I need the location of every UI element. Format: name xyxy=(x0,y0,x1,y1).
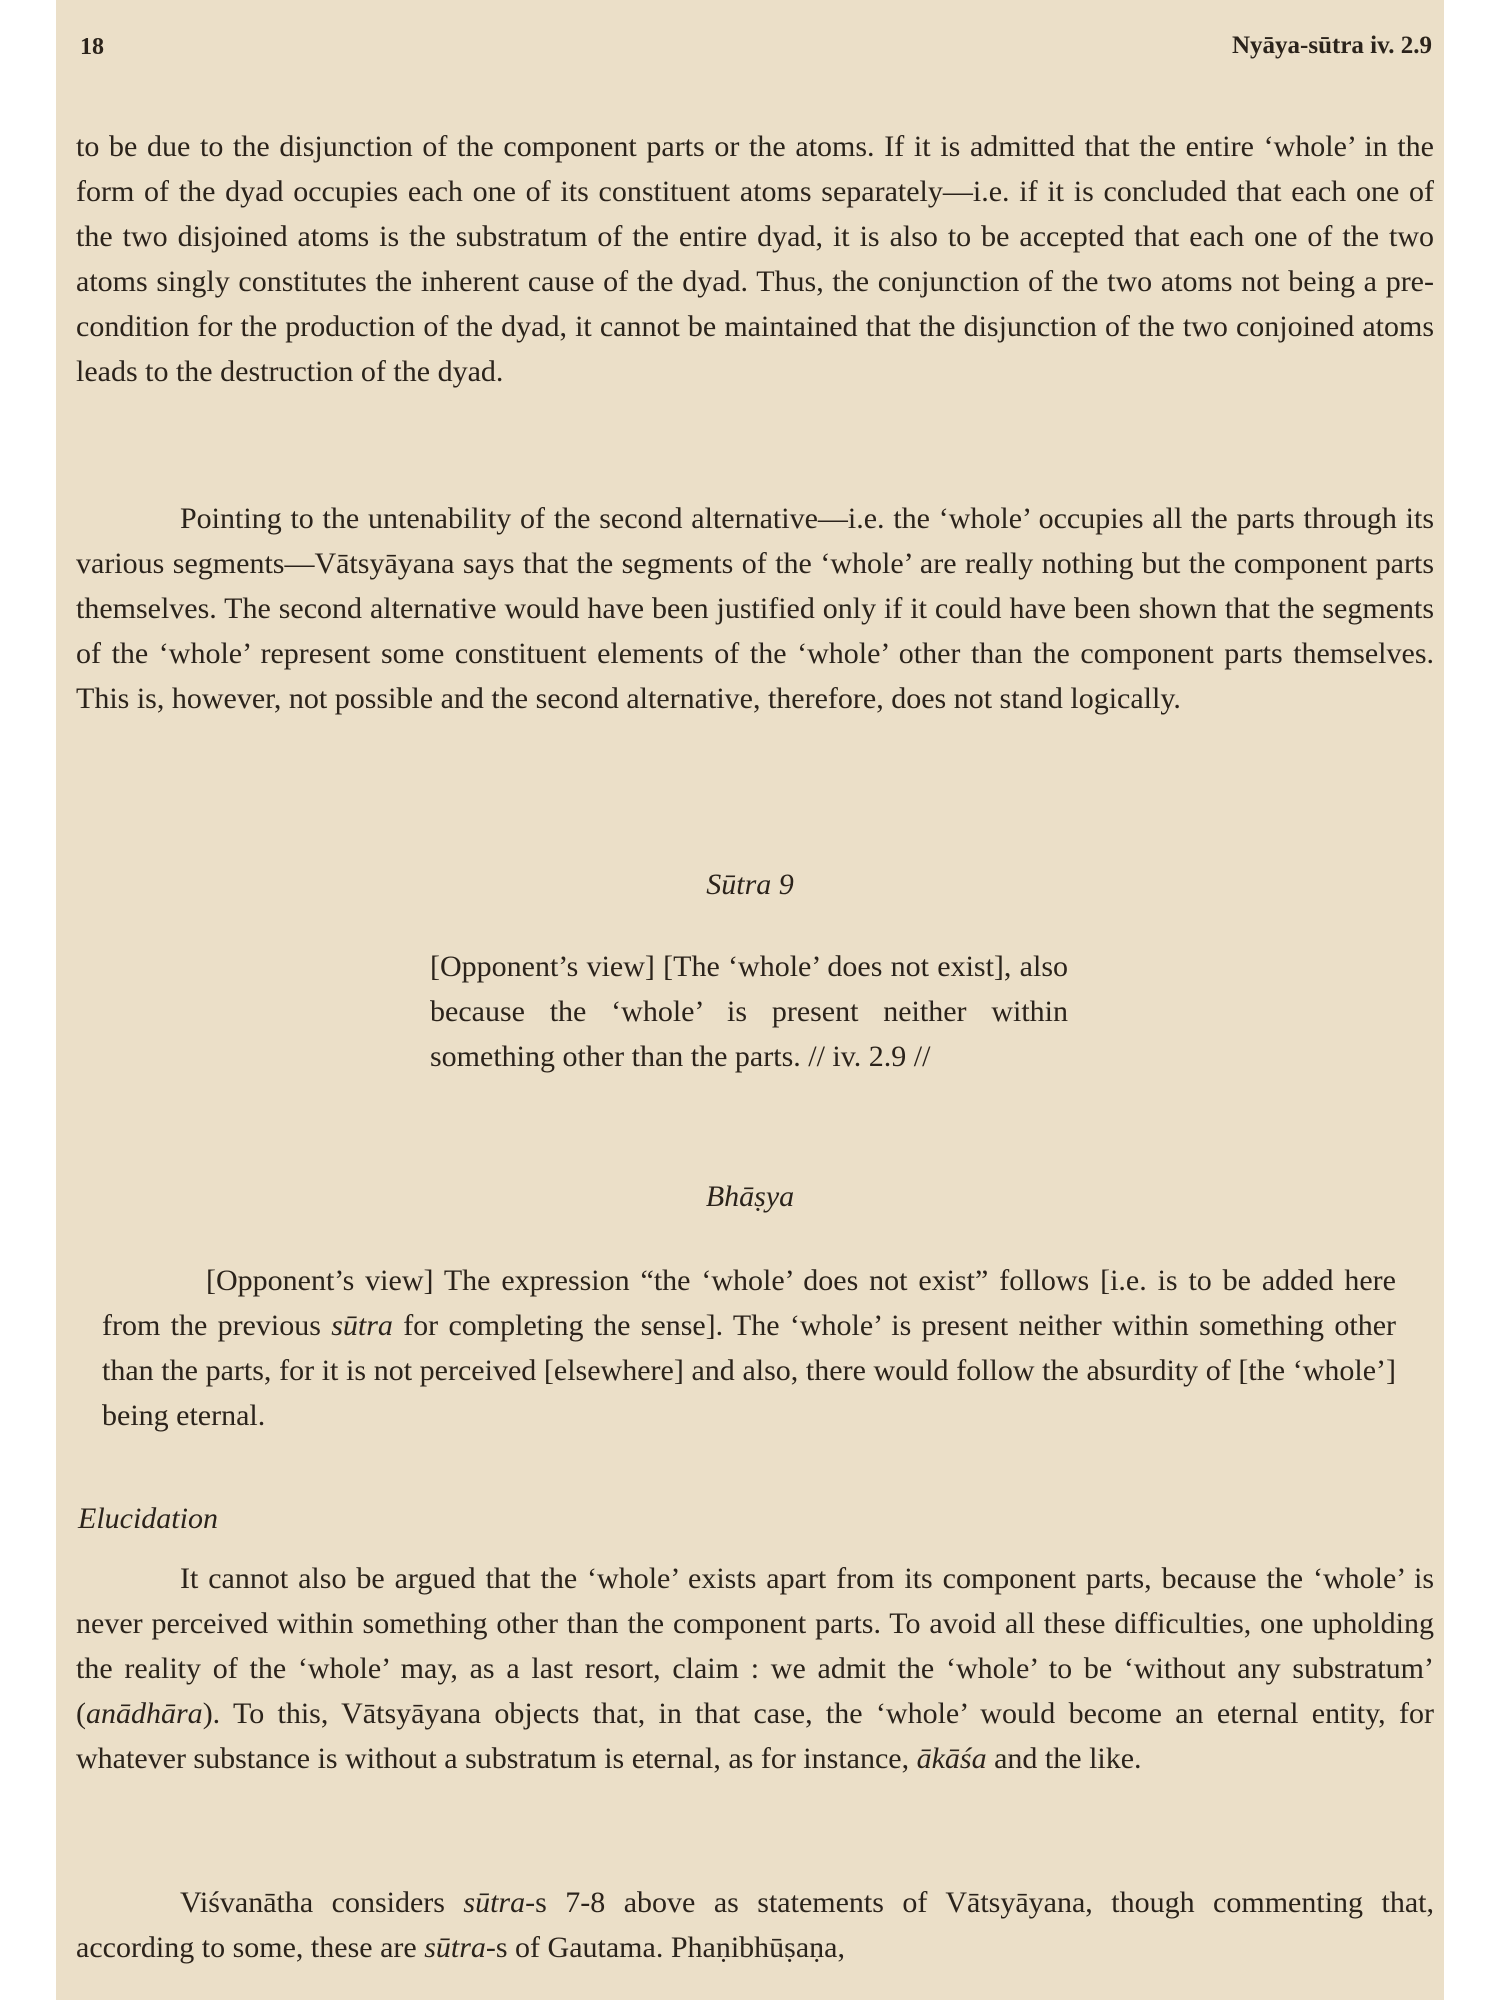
paragraph-second-alternative xyxy=(76,496,1434,721)
italic-term: sūtra xyxy=(463,1886,526,1919)
paragraph-continuation xyxy=(76,124,1434,394)
sutra-text-block xyxy=(430,944,1068,1079)
elucidation-text xyxy=(76,1556,1434,1781)
bhasya-text-part: [Opponent’s view] The expression “the ‘whole’ does not exist” follows [i.e. is to be added here from the previous xyxy=(102,1264,1396,1342)
paragraph-text: Pointing to the untenability of the second alternative—i.e. the ‘whole’ occupies all the parts through its various segments—Vātsyāyana says that the segments of the ‘whole’ are really nothing but the component parts themselves. The second alternative would have been justified only if it could have been shown that the segments of the ‘whole’ represent some constituent elements of the ‘whole’ other than the component parts themselves. This is, however, not possible and the second alternative, therefore, does not stand logically. xyxy=(76,502,1434,715)
text-part: It cannot also be argued that the ‘whole’ exists apart from its component parts, because the ‘whole’ is never perceived within something other than the component parts. To avoid all these difficulties, one upholding the reality of the ‘whole’ may, as a last resort, claim : we admit the ‘whole’ to be ‘without any substratum’ ( xyxy=(76,1562,1434,1730)
bhasya-text xyxy=(102,1258,1396,1438)
italic-term: sūtra xyxy=(331,1309,393,1342)
text-part: ). To this, Vātsyāyana objects that, in that case, the ‘whole’ would become an eternal entity, for whatever substance is without a substratum is eternal, as for instance, xyxy=(76,1697,1434,1775)
running-title: Nyāya-sūtra iv. 2.9 xyxy=(1232,32,1432,59)
italic-term: anādhāra xyxy=(86,1697,203,1730)
book-page xyxy=(56,0,1444,2000)
elucidation-paragraph-1 xyxy=(76,1556,1434,1781)
sutra-heading: Sūtra 9 xyxy=(706,868,794,901)
text-part: -s of Gautama. Phaṇibhūṣaṇa, xyxy=(485,1931,845,1964)
text-part: -s 7-8 above as statements of Vātsyāyana, though commenting that, according to some, these are xyxy=(76,1886,1434,1964)
bhasya-text-part: for completing the sense]. The ‘whole’ is present neither within something other than the parts, for it is not perceived [elsewhere] and also, there would follow the absurdity of [the ‘whole’] being eternal. xyxy=(102,1309,1397,1432)
elucidation-heading: Elucidation xyxy=(78,1502,218,1535)
page-number: 18 xyxy=(80,34,104,60)
italic-term: ākāśa xyxy=(916,1742,987,1775)
elucidation-paragraph-2 xyxy=(76,1880,1434,1970)
bhasya-heading: Bhāṣya xyxy=(705,1180,795,1213)
italic-term: sūtra xyxy=(424,1931,486,1964)
bhasya-text-block xyxy=(102,1258,1396,1438)
text-part: and the like. xyxy=(986,1742,1142,1775)
text-part: Viśvanātha considers xyxy=(180,1886,464,1919)
paragraph-text: to be due to the disjunction of the component parts or the atoms. If it is admitted that the entire ‘whole’ in the form of the dyad occupies each one of its constituent atoms separately—i.e. if it is concluded that each one of the two disjoined atoms is the substratum of the entire dyad, it is also to be accepted that each one of the two atoms singly constitutes the inherent cause of the dyad. Thus, the conjunction of the two atoms not being a pre-condition for the production of the dyad, it cannot be maintained that the disjunction of the two conjoined atoms leads to the destruction of the dyad. xyxy=(76,130,1434,388)
elucidation-text xyxy=(76,1880,1434,1970)
sutra-text: [Opponent’s view] [The ‘whole’ does not exist], also because the ‘whole’ is present neither within something other than the parts. // iv. 2.9 // xyxy=(430,950,1068,1073)
